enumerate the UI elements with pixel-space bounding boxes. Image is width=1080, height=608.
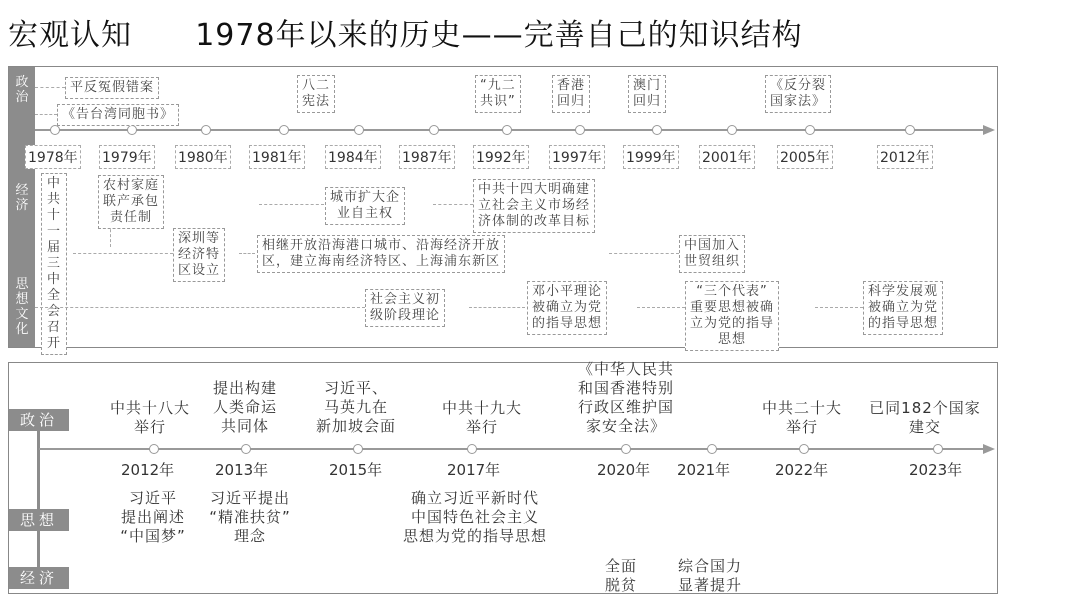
event-macau-return: 澳门 回归 xyxy=(628,75,666,113)
category-economy: 经 济 xyxy=(15,183,29,213)
event-wto-accession: 中国加入 世贸组织 xyxy=(679,235,745,273)
category-economy: 经济 xyxy=(9,567,69,589)
event-anti-secession-law: 《反分裂 国家法》 xyxy=(765,75,831,113)
connector-line xyxy=(239,253,255,254)
timeline-dot xyxy=(933,444,943,454)
timeline-dot xyxy=(621,444,631,454)
category-connector xyxy=(37,409,40,579)
year-label: 2005年 xyxy=(777,145,833,169)
connector-line xyxy=(815,307,863,308)
event-special-economic-zones: 深圳等 经济特 区设立 xyxy=(173,228,225,282)
connector-line xyxy=(637,307,685,308)
event-14th-congress: 中共十四大明确建 立社会主义市场经 济体制的改革目标 xyxy=(473,179,595,233)
timeline-axis xyxy=(39,448,985,450)
year-label: 1987年 xyxy=(399,145,455,169)
timeline-arrow xyxy=(983,444,995,454)
event-national-strength: 综合国力 显著提升 xyxy=(677,557,742,594)
timeline-dot xyxy=(575,125,585,135)
year-label: 1979年 xyxy=(99,145,155,169)
event-enterprise-autonomy: 城市扩大企 业自主权 xyxy=(325,187,405,225)
event-1982-constitution: 八二 宪法 xyxy=(297,75,335,113)
event-19th-congress: 中共十九大 举行 xyxy=(441,399,522,436)
timeline-dot xyxy=(707,444,717,454)
event-targeted-poverty: 习近平提出 “精准扶贫” 理念 xyxy=(209,489,291,545)
category-politics: 政治 xyxy=(9,409,69,431)
connector-line xyxy=(259,204,324,205)
category-thought-culture: 思 想 文 化 xyxy=(15,277,29,337)
connector-line xyxy=(433,204,473,205)
timeline-dot xyxy=(799,444,809,454)
event-scientific-development: 科学发展观 被确立为党 的指导思想 xyxy=(863,281,943,335)
year-label: 2022年 xyxy=(775,461,829,479)
timeline-arrow xyxy=(983,125,995,135)
event-three-represents: “三个代表” 重要思想被确 立为党的指导 思想 xyxy=(685,281,779,351)
event-household-responsibility: 农村家庭 联产承包 责任制 xyxy=(98,175,164,229)
timeline-dot xyxy=(353,444,363,454)
timeline-dot xyxy=(279,125,289,135)
event-xi-thought: 确立习近平新时代 中国特色社会主义 思想为党的指导思想 xyxy=(402,489,547,545)
timeline-dot xyxy=(50,125,60,135)
timeline-dot xyxy=(354,125,364,135)
category-politics: 政 治 xyxy=(15,75,29,105)
event-shared-future: 提出构建 人类命运 共同体 xyxy=(212,379,277,435)
year-label: 2021年 xyxy=(677,461,731,479)
timeline-2012-2023 xyxy=(8,362,998,594)
event-xi-ma-meeting: 习近平、 马英九在 新加坡会面 xyxy=(315,379,396,435)
event-third-plenum: 中共 十一 届三 中全 会召 开 xyxy=(41,173,67,355)
event-poverty-elimination: 全面 脱贫 xyxy=(604,557,637,594)
event-18th-congress: 中共十八大 举行 xyxy=(109,399,190,436)
event-chinese-dream: 习近平 提出阐述 “中国梦” xyxy=(120,489,186,545)
year-label: 1992年 xyxy=(473,145,529,169)
page-title: 宏观认知 1978年以来的历史——完善自己的知识结构 xyxy=(8,18,803,53)
event-primary-stage-theory: 社会主义初 级阶段理论 xyxy=(365,289,445,327)
connector-line xyxy=(469,307,525,308)
timeline-dot xyxy=(467,444,477,454)
event-deng-theory: 邓小平理论 被确立为党 的指导思想 xyxy=(527,281,607,335)
timeline-dot xyxy=(727,125,737,135)
year-label: 1978年 xyxy=(25,145,81,169)
year-label: 1997年 xyxy=(549,145,605,169)
event-hongkong-return: 香港 回归 xyxy=(552,75,590,113)
connector-line xyxy=(35,114,57,115)
event-20th-congress: 中共二十大 举行 xyxy=(761,399,842,436)
year-label: 2023年 xyxy=(909,461,963,479)
year-label: 2012年 xyxy=(877,145,933,169)
timeline-1978-2012 xyxy=(8,66,998,351)
category-thought: 思想 xyxy=(9,509,69,531)
timeline-dot xyxy=(502,125,512,135)
year-label: 1984年 xyxy=(325,145,381,169)
connector-line xyxy=(35,87,65,88)
year-label: 1981年 xyxy=(249,145,305,169)
year-label: 2012年 xyxy=(121,461,175,479)
connector-line xyxy=(35,307,365,308)
connector-line xyxy=(73,253,173,254)
timeline-dot xyxy=(429,125,439,135)
connector-line xyxy=(609,253,679,254)
event-rehabilitation: 平反冤假错案 xyxy=(65,77,159,99)
year-label: 2015年 xyxy=(329,461,383,479)
timeline-dot xyxy=(127,125,137,135)
event-1992-consensus: “九二 共识” xyxy=(475,75,521,113)
timeline-dot xyxy=(905,125,915,135)
timeline-dot xyxy=(805,125,815,135)
event-letter-to-taiwan: 《告台湾同胞书》 xyxy=(57,104,179,126)
year-label: 1999年 xyxy=(623,145,679,169)
year-label: 1980年 xyxy=(175,145,231,169)
timeline-dot xyxy=(149,444,159,454)
event-diplomatic-relations: 已同182个国家 建交 xyxy=(869,399,981,436)
event-hk-security-law: 《中华人民共 和国香港特别 行政区维护国 家安全法》 xyxy=(577,360,674,435)
timeline-dot xyxy=(652,125,662,135)
year-label: 2020年 xyxy=(597,461,651,479)
timeline-dot xyxy=(241,444,251,454)
year-label: 2017年 xyxy=(447,461,501,479)
event-coastal-opening: 相继开放沿海港口城市、沿海经济开放 区，建立海南经济特区、上海浦东新区 xyxy=(257,235,505,273)
timeline-dot xyxy=(201,125,211,135)
year-label: 2013年 xyxy=(215,461,269,479)
year-label: 2001年 xyxy=(699,145,755,169)
